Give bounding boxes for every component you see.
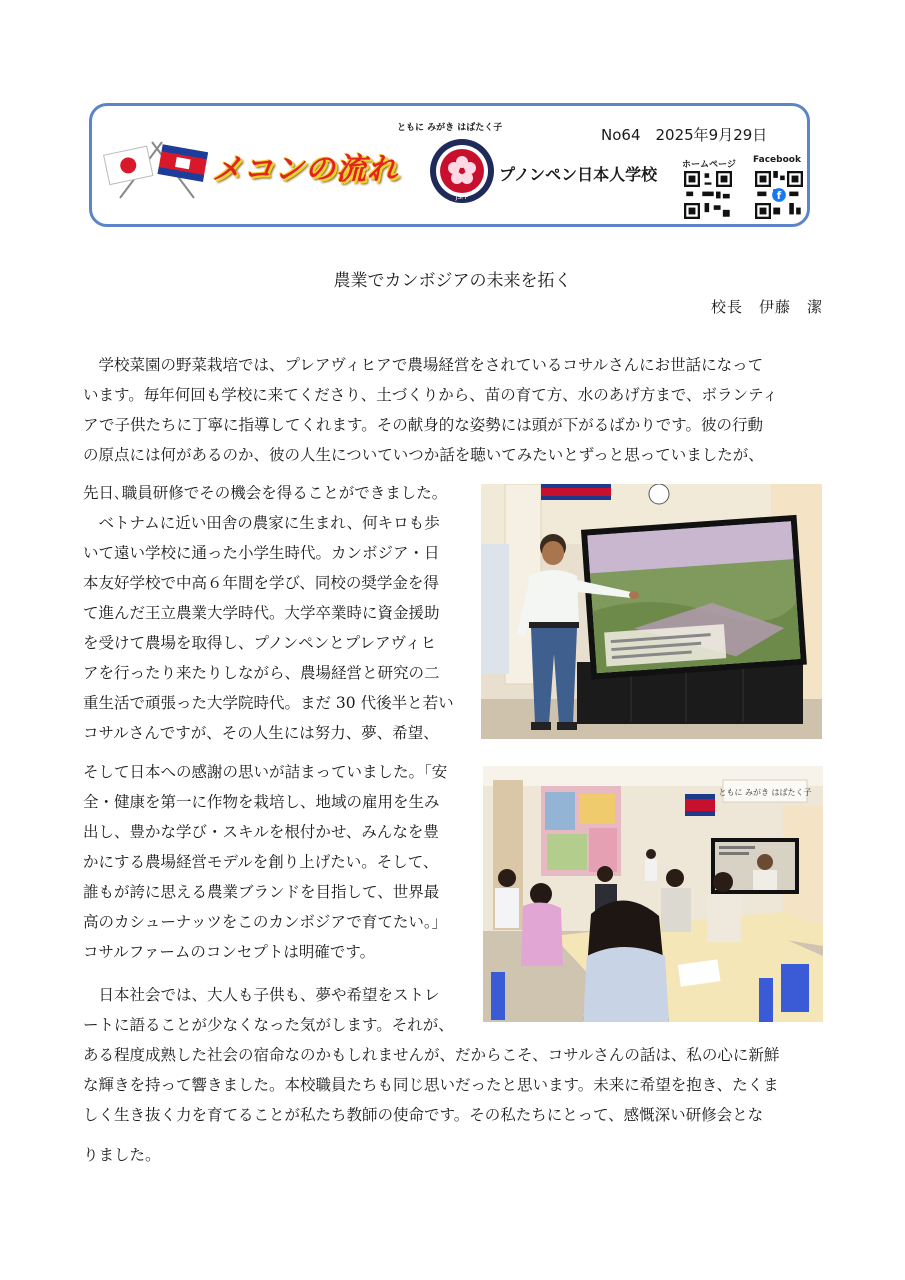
body-line: コサルさんですが、その人生には努力、夢、希望、 [83, 724, 439, 742]
issue-number-date: No64 2025年9月29日 [601, 126, 768, 144]
body-line: ベトナムに近い田舎の農家に生まれ、何キロも歩 [83, 514, 440, 532]
body-line: アで子供たちに丁寧に指導してくれます。その献身的な姿勢には頭が下がるばかりです。彼の行動 [83, 416, 763, 434]
body-line: 高のカシューナッツをこのカンボジアで育てたい。｣ [83, 913, 440, 931]
body-line: アを行ったり来たりしながら、農場経営と研究の二 [83, 664, 440, 682]
body-line: な輝きを持って響きました。本校職員たちも同じ思いだったと思います。未来に希望を抱き、たくま [83, 1076, 779, 1094]
article-title: 農業でカンボジアの未来を拓く [333, 271, 572, 291]
body-line: 出し、豊かな学び・スキルを根付かせ、みんなを豊 [83, 823, 439, 841]
body-line: りました。 [83, 1146, 161, 1164]
body-line: ートに語ることが少なくなった気がします。それが、 [83, 1016, 454, 1034]
article-author: 校長 伊藤 潔 [710, 298, 823, 316]
facebook-label: Facebook [753, 155, 801, 165]
body-line: いて遠い学校に通った小学生時代。カンボジア・日 [83, 544, 440, 562]
body-line: て進んだ王立農業大学時代。大学卒業時に資金援助 [83, 604, 440, 622]
body-line: しく生き抜く力を育てることが私たち教師の使命です。その私たちにとって、感慨深い研修会とな [83, 1106, 764, 1124]
school-emblem-icon [429, 138, 495, 204]
photo-staff-training [483, 766, 823, 1022]
emblem-text: JSPP [455, 194, 469, 201]
body-line: そして日本への感謝の思いが詰まっていました。｢安 [83, 763, 448, 781]
japan-cambodia-flags-icon [102, 140, 212, 200]
school-name: プノンペン日本人学校 [499, 165, 658, 184]
homepage-label: ホームページ [682, 160, 736, 170]
body-line: 日本社会では、大人も子供も、夢や希望をストレ [83, 986, 440, 1004]
homepage-qr-code-icon[interactable] [684, 171, 732, 219]
body-line: 先日､職員研修でその機会を得ることができました。 [83, 484, 448, 502]
body-line: 本友好学校で中高６年間を学び、同校の奨学金を得 [83, 574, 439, 592]
body-line: 学校菜園の野菜栽培では、プレアヴィヒアで農場経営をされているコサルさんにお世話になって [83, 356, 764, 374]
photo-presentation [481, 484, 822, 739]
body-line: コサルファームのコンセプトは明確です。 [83, 943, 376, 961]
classroom-motto-sign: ともに みがき はばたく子 [718, 788, 812, 797]
facebook-qr-code-icon[interactable] [755, 171, 803, 219]
svg-text:f: f [776, 190, 782, 203]
school-motto: ともに みがき はばたく子 [397, 123, 503, 133]
body-line: かにする農場経営モデルを創り上げたい。そして、 [83, 853, 439, 871]
body-line: 誰もが誇に思える農業ブランドを目指して、世界最 [83, 883, 440, 901]
body-line: ある程度成熟した社会の宿命なのかもしれませんが、だからこそ、コサルさんの話は、私の心に新鮮 [83, 1046, 780, 1064]
body-line: の原点には何があるのか、彼の人生についていつか話を聴いてみたいとずっと思っていましたが、 [83, 446, 764, 464]
newsletter-title: メコンの流れ [212, 152, 398, 187]
body-line: 全・健康を第一に作物を栽培し、地域の雇用を生み [83, 793, 440, 811]
body-line: を受けて農場を取得し、プノンペンとプレアヴィヒ [83, 634, 437, 652]
newsletter-header [89, 103, 810, 227]
body-line: います。毎年何回も学校に来てくださり、土づくりから、苗の育て方、水のあげ方まで、ボランティ [83, 386, 778, 404]
body-line: 重生活で頑張った大学院時代。まだ 30 代後半と若い [83, 694, 454, 712]
